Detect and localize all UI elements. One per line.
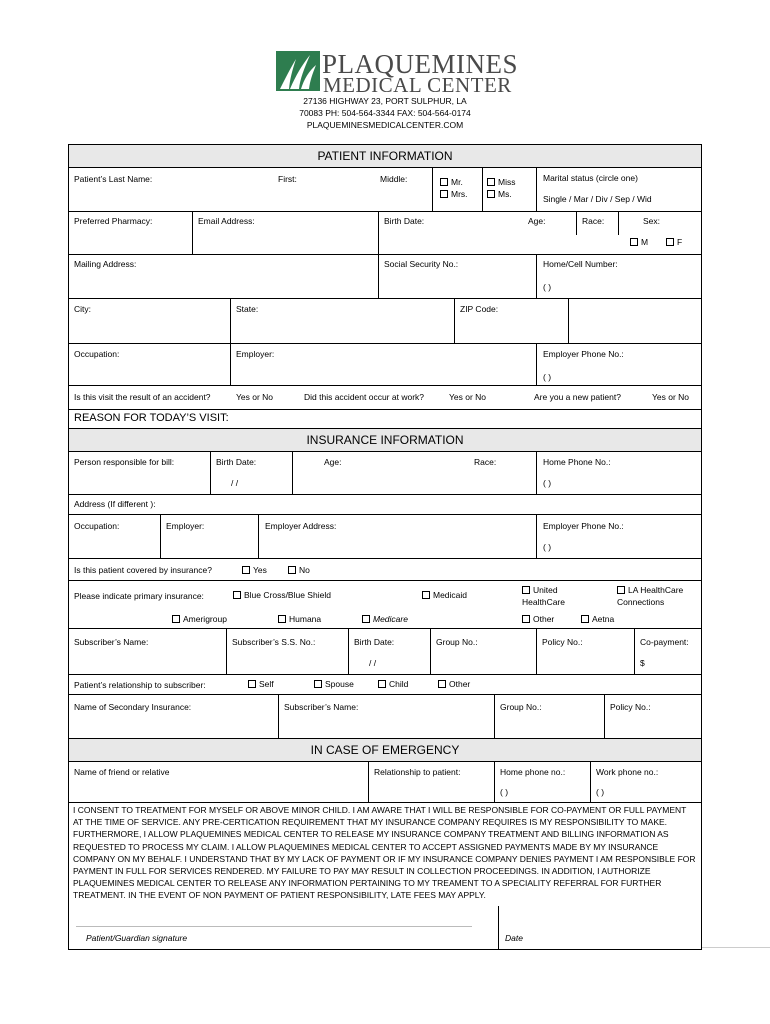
- title-mr-checkbox[interactable]: Mr.: [440, 177, 463, 188]
- united-healthcare-checkbox[interactable]: United: [522, 585, 558, 596]
- relationship-other-checkbox[interactable]: Other: [438, 679, 470, 690]
- home-cell-label: Home/Cell Number:: [543, 259, 618, 269]
- friend-relative-label: Name of friend or relative: [74, 767, 170, 777]
- secondary-group-label: Group No.:: [500, 702, 542, 712]
- responsible-person-label: Person responsible for bill:: [74, 457, 175, 467]
- checkbox-icon[interactable]: [581, 615, 589, 623]
- signature-label: Patient/Guardian signature: [86, 933, 188, 943]
- emergency-work-phone-label: Work phone no.:: [596, 767, 659, 777]
- clinic-name-line1: PLAQUEMINES: [322, 49, 519, 79]
- subscriber-name-label: Subscriber’s Name:: [74, 637, 149, 647]
- insurance-info-header: INSURANCE INFORMATION: [68, 428, 702, 452]
- new-patient-yes-no[interactable]: Yes or No: [652, 392, 690, 402]
- secondary-insurance-label: Name of Secondary Insurance:: [74, 702, 192, 712]
- address-line2: 70083 PH: 504-564-3344 FAX: 504-564-0174: [299, 108, 471, 118]
- ins-employer-phone-area-code[interactable]: ( ): [543, 542, 552, 552]
- signature-line[interactable]: [76, 926, 472, 927]
- subscriber-birth-label: Birth Date:: [354, 637, 395, 647]
- group-no-label: Group No.:: [436, 637, 478, 647]
- subscriber-ssn-label: Subscriber’s S.S. No.:: [232, 637, 316, 647]
- marital-status-options[interactable]: Single / Mar / Div / Sep / Wid: [543, 194, 652, 204]
- middle-name-label: Middle:: [380, 174, 408, 184]
- emergency-header: IN CASE OF EMERGENCY: [68, 738, 702, 762]
- email-label: Email Address:: [198, 216, 255, 226]
- checkbox-icon[interactable]: [487, 178, 495, 186]
- page-edge-line: [702, 947, 770, 948]
- self-checkbox[interactable]: Self: [248, 679, 274, 690]
- amerigroup-checkbox[interactable]: Amerigroup: [172, 614, 227, 625]
- checkbox-icon[interactable]: [522, 586, 530, 594]
- new-patient-question: Are you a new patient?: [534, 392, 621, 402]
- accident-question: Is this visit the result of an accident?: [74, 392, 211, 402]
- other-insurance-checkbox[interactable]: Other: [522, 614, 554, 625]
- primary-insurance-label: Please indicate primary insurance:: [74, 591, 204, 601]
- ins-race-label: Race:: [474, 457, 497, 467]
- secondary-subscriber-label: Subscriber’s Name:: [284, 702, 359, 712]
- employer-label: Employer:: [236, 349, 275, 359]
- united-healthcare-line2: HealthCare: [522, 597, 565, 607]
- checkbox-icon[interactable]: [172, 615, 180, 623]
- emergency-home-phone-label: Home phone no.:: [500, 767, 566, 777]
- patient-info-header: PATIENT INFORMATION: [68, 144, 702, 168]
- checkbox-icon[interactable]: [666, 238, 674, 246]
- ins-occupation-label: Occupation:: [74, 521, 120, 531]
- la-healthcare-checkbox[interactable]: LA HealthCare: [617, 585, 683, 596]
- subscriber-birth-slashes[interactable]: / /: [369, 658, 377, 668]
- mailing-address-label: Mailing Address:: [74, 259, 137, 269]
- ins-birth-date-label: Birth Date:: [216, 457, 257, 467]
- spouse-checkbox[interactable]: Spouse: [314, 679, 354, 690]
- at-work-yes-no[interactable]: Yes or No: [449, 392, 487, 402]
- clinic-name-line2: MEDICAL CENTER: [323, 73, 512, 97]
- covered-question: Is this patient covered by insurance?: [74, 565, 212, 575]
- marsh-grass-logo-icon: [276, 51, 320, 91]
- occupation-label: Occupation:: [74, 349, 120, 359]
- checkbox-icon[interactable]: [440, 178, 448, 186]
- checkbox-icon[interactable]: [242, 566, 250, 574]
- ins-employer-label: Employer:: [166, 521, 205, 531]
- checkbox-icon[interactable]: [278, 615, 286, 623]
- humana-checkbox[interactable]: Humana: [278, 614, 321, 625]
- clinic-logo: [276, 49, 519, 97]
- covered-no-checkbox[interactable]: No: [288, 565, 310, 576]
- relationship-label: Patient’s relationship to subscriber:: [74, 680, 206, 690]
- birth-date-label: Birth Date:: [384, 216, 425, 226]
- ins-birth-date-slashes[interactable]: / /: [231, 478, 239, 488]
- ins-home-phone-area-code[interactable]: ( ): [543, 478, 552, 488]
- copayment-dollar[interactable]: $: [640, 658, 645, 668]
- marital-status-label: Marital status (circle one): [543, 173, 638, 183]
- consent-text: I CONSENT TO TREATMENT FOR MYSELF OR ABOVE MINOR CHILD. I AM AWARE THAT I WILL BE RESPONSIBLE FOR CO-PAYMENT OR FULL PAYMENT AT THE TIME OF SERVICE. ANY PRE-CERTICATION REQUIREMENT THAT MY INSURANCE COMPANY REQUIRES IS MY RESPONSIBILITY TO MAKE. FURTHERMORE, I ALLOW PLAQUEMINES MEDICAL CENTER TO RELEASE MY INSURANCE COMPANY TREATMENT AND BILLING INFORMATION AS REQUESTED TO PROCESS MY CLAIM. I ALLOW PLAQUEMINES MEDICAL CENTER TO ACCEPT ASSIGNED PAYMENTS MADE BY MY INSURANCE COMPANY ON MY BEHALF. I UNDERSTAND THAT BY MY LACK OF PAYMENT OR IF MY INSURANCE COMPANY DENIES PAYMENT I AM RESPONSIBLE FOR PAYMENT IN FULL FOR SERVICES RENDERED. MY FAILURE TO PAY MAY RESULT IN COLLECTION PROCEEDINGS. IN ADDITION, I AUTHORIZE PLAQUEMINES MEDICAL CENTER TO RELEASE ANY INFORMATION PERTAINING TO MY TREAMENT TO A SPECIALITY REFERRAL FOR FURTHER TREATMENT. IN THE EVENT OF NON PAYMENT OF PATIENT RESPONSIBILITY, LATE FEES MAY APPLY.: [73, 805, 696, 901]
- ins-age-label: Age:: [324, 457, 342, 467]
- alt-address-label: Address (If different ):: [74, 499, 156, 509]
- copayment-label: Co-payment:: [640, 637, 689, 647]
- employer-phone-label: Employer Phone No.:: [543, 349, 624, 359]
- website: PLAQUEMINESMEDICALCENTER.COM: [306, 120, 464, 130]
- bcbs-checkbox[interactable]: Blue Cross/Blue Shield: [233, 590, 331, 601]
- checkbox-icon[interactable]: [438, 680, 446, 688]
- home-cell-area-code[interactable]: ( ): [543, 282, 552, 292]
- checkbox-icon[interactable]: [487, 190, 495, 198]
- at-work-question: Did this accident occur at work?: [304, 392, 424, 402]
- date-label: Date: [505, 933, 523, 943]
- patient-registration-form: [68, 144, 702, 950]
- checkbox-icon[interactable]: [248, 680, 256, 688]
- sex-f-checkbox[interactable]: F: [666, 237, 682, 248]
- secondary-policy-label: Policy No.:: [610, 702, 651, 712]
- pharmacy-label: Preferred Pharmacy:: [74, 216, 153, 226]
- checkbox-icon[interactable]: [440, 190, 448, 198]
- last-name-label: Patient’s Last Name:: [74, 174, 153, 184]
- city-label: City:: [74, 304, 91, 314]
- sex-label: Sex:: [643, 216, 661, 226]
- checkbox-icon[interactable]: [314, 680, 322, 688]
- checkbox-icon[interactable]: [233, 591, 241, 599]
- ins-employer-phone-label: Employer Phone No.:: [543, 521, 624, 531]
- emergency-home-area-code[interactable]: ( ): [500, 787, 509, 797]
- policy-no-label: Policy No.:: [542, 637, 583, 647]
- checkbox-icon[interactable]: [378, 680, 386, 688]
- aetna-checkbox[interactable]: Aetna: [581, 614, 614, 625]
- ins-employer-address-label: Employer Address:: [265, 521, 337, 531]
- checkbox-icon[interactable]: [617, 586, 625, 594]
- checkbox-icon[interactable]: [630, 238, 638, 246]
- relationship-to-patient-label: Relationship to patient:: [374, 767, 461, 777]
- medicare-checkbox[interactable]: Medicare: [362, 614, 408, 625]
- medicaid-checkbox[interactable]: Medicaid: [422, 590, 467, 601]
- employer-phone-area-code[interactable]: ( ): [543, 372, 552, 382]
- la-healthcare-line2: Connections: [617, 597, 665, 607]
- title-miss-checkbox[interactable]: Miss: [487, 177, 515, 188]
- checkbox-icon[interactable]: [422, 591, 430, 599]
- sex-m-checkbox[interactable]: M: [630, 237, 648, 248]
- race-label: Race:: [582, 216, 605, 226]
- accident-yes-no[interactable]: Yes or No: [236, 392, 274, 402]
- first-name-label: First:: [278, 174, 297, 184]
- address-line1: 27136 HIGHWAY 23, PORT SULPHUR, LA: [303, 96, 467, 106]
- child-checkbox[interactable]: Child: [378, 679, 408, 690]
- covered-yes-checkbox[interactable]: Yes: [242, 565, 267, 576]
- title-ms-checkbox[interactable]: Ms.: [487, 189, 512, 200]
- title-mrs-checkbox[interactable]: Mrs.: [440, 189, 468, 200]
- emergency-work-area-code[interactable]: ( ): [596, 787, 605, 797]
- zip-label: ZIP Code:: [460, 304, 499, 314]
- checkbox-icon[interactable]: [362, 615, 370, 623]
- age-label: Age:: [528, 216, 546, 226]
- checkbox-icon[interactable]: [288, 566, 296, 574]
- reason-for-visit-label: REASON FOR TODAY’S VISIT:: [74, 412, 229, 424]
- state-label: State:: [236, 304, 259, 314]
- checkbox-icon[interactable]: [522, 615, 530, 623]
- ssn-label: Social Security No.:: [384, 259, 459, 269]
- ins-home-phone-label: Home Phone No.:: [543, 457, 611, 467]
